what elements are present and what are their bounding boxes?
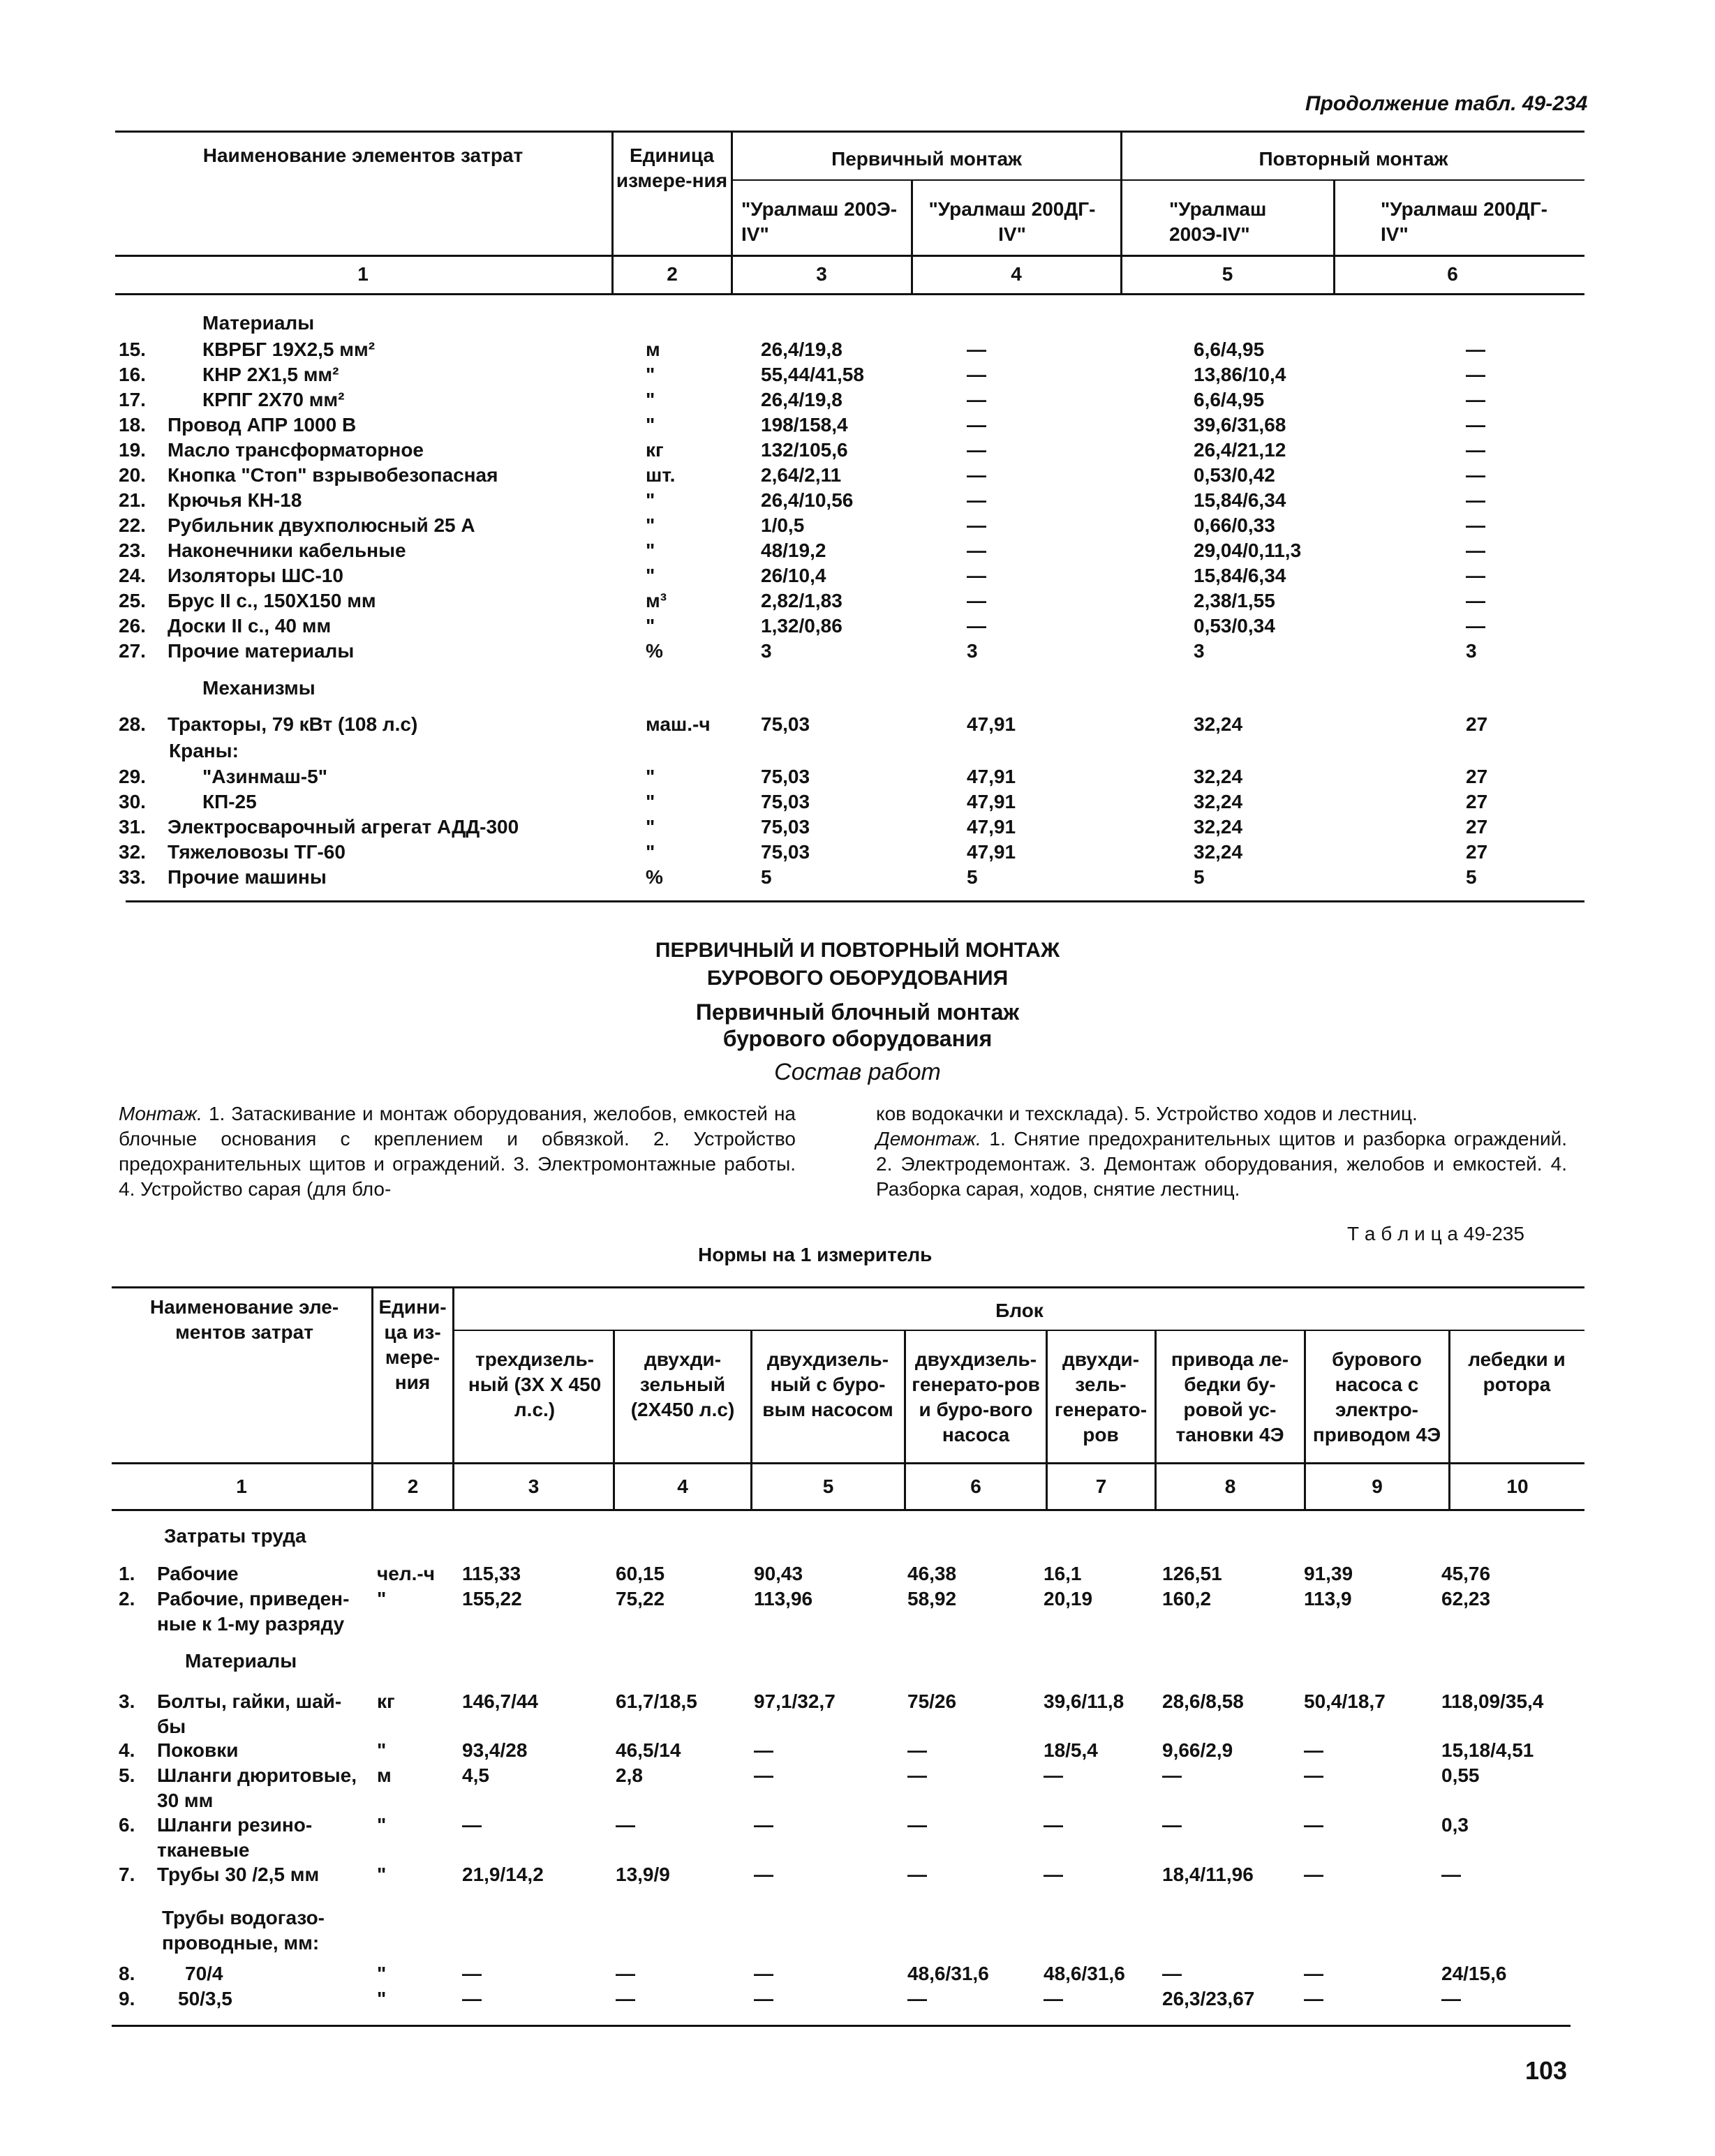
table-cell: — — [1304, 1814, 1323, 1836]
table-cell: 75,03 — [761, 816, 810, 838]
table-cell: — — [1441, 1988, 1461, 2009]
table-cell: 0,53/0,34 — [1194, 615, 1275, 637]
table-cell: 9 — [1372, 1475, 1383, 1497]
table-cell: " — [646, 565, 655, 586]
table-cell: 16,1 — [1044, 1563, 1082, 1584]
table-cell: Доски II с., 40 мм — [168, 615, 332, 637]
t1-head-m2: "Уралмаш 200ДГ-IV" — [928, 198, 1096, 245]
table-cell: 27 — [1466, 713, 1488, 735]
table-cell: — — [1044, 1988, 1063, 2009]
table-cell: 45,76 — [1441, 1563, 1491, 1584]
table-cell: " — [377, 1588, 387, 1609]
table-cell: — — [1466, 540, 1485, 561]
table-cell: 47,91 — [967, 791, 1016, 812]
table-cell: 26. — [119, 615, 146, 637]
table-cell: — — [967, 439, 986, 461]
table-cell: — — [967, 514, 986, 536]
table-cell: 55,44/41,58 — [761, 364, 864, 385]
table-cell: 13,9/9 — [616, 1864, 670, 1885]
table-cell: — — [754, 1988, 773, 2009]
table-cell: 33. — [119, 866, 146, 888]
table-cell: 3 — [1194, 640, 1205, 662]
table-cell: — — [967, 364, 986, 385]
t2-section-materials: Материалы — [185, 1650, 297, 1672]
table-cell: 47,91 — [967, 713, 1016, 735]
table-cell: — — [1466, 364, 1485, 385]
section-heading: БУРОВОГО ОБОРУДОВАНИЯ — [706, 967, 1009, 990]
table-cell: 13,86/10,4 — [1194, 364, 1286, 385]
table-cell: 118,09/35,4 — [1441, 1690, 1544, 1712]
t2-head-c6: двухдизель-генерато-ров и буро-вого насоса — [912, 1348, 1040, 1445]
table-cell: 22. — [119, 514, 146, 536]
table-cell: " — [646, 389, 655, 410]
table-cell: 4. — [119, 1739, 135, 1761]
section-heading: ПЕРВИЧНЫЙ И ПОВТОРНЫЙ МОНТАЖ — [655, 939, 1060, 962]
dismount-text: 1. Снятие предохранительных щитов и разборка ограждений. 2. Электродемонтаж. 3. Демонтаж оборудования, желобов и емкостей. 4. Разборка сарая, ходов, снятие лестниц. — [876, 1128, 1567, 1200]
table-cell: 7. — [119, 1864, 135, 1885]
table-cell: 93,4/28 — [462, 1739, 528, 1761]
t1-colnum: 2 — [667, 263, 678, 285]
table-cell: 46,38 — [907, 1563, 957, 1584]
table-cell: — — [754, 1963, 773, 1984]
table-cell: " — [377, 1739, 387, 1761]
table-cell: " — [646, 766, 655, 787]
table-cell: Крючья КН-18 — [168, 489, 302, 511]
table-cell: — — [1044, 1864, 1063, 1885]
table-cell: 50,4/18,7 — [1304, 1690, 1386, 1712]
dismount-lead: Демонтаж. — [876, 1128, 981, 1150]
table-cell: 25. — [119, 590, 146, 611]
t2-pipes-header: Трубы водогазо-проводные, мм: — [162, 1907, 325, 1954]
table-cell: " — [646, 414, 655, 436]
table-cell: " — [377, 1864, 387, 1885]
table-cell: Тракторы, 79 кВт (108 л.с) — [168, 713, 418, 735]
table-cell: 27 — [1466, 816, 1488, 838]
table-cell: — — [967, 590, 986, 611]
table-cell: 155,22 — [462, 1588, 522, 1609]
table-cell: — — [616, 1963, 635, 1984]
table-cell: 32,24 — [1194, 841, 1243, 863]
table-cell: — — [967, 464, 986, 486]
table-cell: 30. — [119, 791, 146, 812]
table-cell: % — [646, 640, 663, 662]
page-number: 103 — [1525, 2056, 1568, 2085]
t2-head-c4: двухди-зельный (2Х450 л.с) — [630, 1348, 735, 1420]
table-cell: 32,24 — [1194, 816, 1243, 838]
table-cell: " — [646, 540, 655, 561]
table-cell: 90,43 — [754, 1563, 803, 1584]
table-cell: — — [907, 1764, 927, 1786]
mount-text-cont: ков водокачки и техсклада). 5. Устройство ходов и лестниц. — [876, 1103, 1418, 1124]
table-cell: % — [646, 866, 663, 888]
table-cell: — — [907, 1814, 927, 1836]
table-cell: Прочие материалы — [168, 640, 355, 662]
table-cell: 15,18/4,51 — [1441, 1739, 1534, 1761]
table-cell: 113,9 — [1304, 1588, 1352, 1609]
table-cell: 5 — [1194, 866, 1205, 888]
table-cell: 39,6/31,68 — [1194, 414, 1286, 436]
table-cell: Брус II с., 150X150 мм — [168, 590, 376, 611]
table-cell: — — [1162, 1814, 1182, 1836]
table-cell: 15,84/6,34 — [1194, 489, 1286, 511]
table-cell: 160,2 — [1162, 1588, 1212, 1609]
table-cell: 132/105,6 — [761, 439, 848, 461]
table-cell: — — [967, 565, 986, 586]
table-cell: 29,04/0,11,3 — [1194, 540, 1302, 561]
table-cell: 5. — [119, 1764, 135, 1786]
table-cell: " — [646, 364, 655, 385]
table-cell: — — [967, 540, 986, 561]
table-cell: 24. — [119, 565, 146, 586]
table-cell: 28. — [119, 713, 146, 735]
table-cell: 3 — [761, 640, 772, 662]
table-cell: 6,6/4,95 — [1194, 339, 1265, 360]
table-cell: 3 — [528, 1475, 540, 1497]
table-cell: — — [754, 1814, 773, 1836]
table-cell: 2 — [407, 1475, 419, 1497]
table-cell: 26,4/19,8 — [761, 339, 842, 360]
table-cell: 26,4/19,8 — [761, 389, 842, 410]
t1-section-mechanisms: Механизмы — [202, 677, 315, 699]
table-cell: Наконечники кабельные — [168, 540, 406, 561]
t1-cranes-label: Краны: — [169, 740, 239, 761]
table-cell: КВРБГ 19X2,5 мм² — [202, 339, 376, 360]
table-cell: 24/15,6 — [1441, 1963, 1507, 1984]
table-cell: — — [1466, 615, 1485, 637]
table-cell: — — [1466, 339, 1485, 360]
table-cell: 4,5 — [462, 1764, 489, 1786]
table-cell: кг — [646, 439, 664, 461]
table-cell: — — [967, 489, 986, 511]
table-cell: — — [1466, 514, 1485, 536]
t1-colnum: 4 — [1011, 263, 1022, 285]
table-cell: 32,24 — [1194, 766, 1243, 787]
table-cell: Кнопка "Стоп" взрывобезопасная — [168, 464, 498, 486]
table-cell: 15. — [119, 339, 146, 360]
t1-head-m3: "Уралмаш 200Э-IV" — [1169, 198, 1267, 245]
table-cell: 1. — [119, 1563, 135, 1584]
composition-title: Состав работ — [774, 1059, 941, 1085]
table-cell: 46,5/14 — [616, 1739, 681, 1761]
table-cell: — — [754, 1864, 773, 1885]
table-cell: 47,91 — [967, 766, 1016, 787]
table-cell: 29. — [119, 766, 146, 787]
t1-head-m1: "Уралмаш 200Э-IV" — [741, 198, 898, 245]
table-cell: " — [646, 489, 655, 511]
table-cell: 2,64/2,11 — [761, 464, 842, 486]
t1-colnum: 5 — [1222, 263, 1233, 285]
table-cell: Болты, гайки, шай-бы — [157, 1690, 342, 1737]
table-cell: — — [1162, 1764, 1182, 1786]
table-cell: 5 — [967, 866, 978, 888]
continuation-label: Продолжение табл. 49-234 — [1305, 92, 1588, 115]
table-cell: Рубильник двухполюсный 25 А — [168, 514, 475, 536]
table-cell: 10 — [1506, 1475, 1529, 1497]
table-cell: Шланги дюритовые, 30 мм — [157, 1764, 357, 1811]
table-cell: 75,03 — [761, 713, 810, 735]
table-label: Т а б л и ц а 49-235 — [1347, 1223, 1524, 1244]
t1-colnum: 3 — [816, 263, 827, 285]
table-cell: 2,38/1,55 — [1194, 590, 1275, 611]
table-cell: 20. — [119, 464, 146, 486]
table-cell: 18. — [119, 414, 146, 436]
table-cell: Трубы 30 /2,5 мм — [157, 1864, 320, 1885]
table-cell: " — [646, 514, 655, 536]
table-cell: 26/10,4 — [761, 565, 826, 586]
table-cell: 27. — [119, 640, 146, 662]
table-cell: — — [967, 389, 986, 410]
table-cell: 9,66/2,9 — [1162, 1739, 1233, 1761]
norms-label: Нормы на 1 измеритель — [698, 1244, 933, 1265]
table-cell: 6 — [970, 1475, 981, 1497]
table-cell: "Азинмаш-5" — [202, 766, 327, 787]
table-cell: 9. — [119, 1988, 135, 2009]
table-cell: 75,03 — [761, 766, 810, 787]
table-cell: 7 — [1095, 1475, 1107, 1497]
table-cell: 18,4/11,96 — [1162, 1864, 1254, 1885]
t2-head-block: Блок — [995, 1300, 1044, 1321]
table-cell: Электросварочный агрегат АДД-300 — [168, 816, 519, 838]
table-cell: — — [1304, 1988, 1323, 2009]
table-cell: 2. — [119, 1588, 135, 1609]
table-cell: Поковки — [157, 1739, 239, 1761]
table-cell: — — [1466, 414, 1485, 436]
table-cell: 146,7/44 — [462, 1690, 538, 1712]
table-cell: 50/3,5 — [178, 1988, 232, 2009]
table-cell: " — [646, 791, 655, 812]
table-cell: — — [967, 615, 986, 637]
table-cell: 3 — [967, 640, 978, 662]
table-cell: 23. — [119, 540, 146, 561]
table-cell: 0,55 — [1441, 1764, 1480, 1786]
table-cell: Прочие машины — [168, 866, 327, 888]
table-cell: 58,92 — [907, 1588, 957, 1609]
subheading: бурового оборудования — [722, 1026, 993, 1051]
table-cell: — — [1044, 1814, 1063, 1836]
table-cell: 70/4 — [185, 1963, 223, 1984]
table-cell: 75,22 — [616, 1588, 665, 1609]
t2-head-c8: привода ле-бедки бу-ровой ус-тановки 4Э — [1171, 1348, 1289, 1445]
table-cell: — — [1441, 1864, 1461, 1885]
table-cell: 27 — [1466, 766, 1488, 787]
table-cell: — — [1162, 1963, 1182, 1984]
t2-section-labor: Затраты труда — [164, 1525, 306, 1547]
t1-head-unit: Единица измере-ния — [616, 144, 728, 191]
table-cell: 115,33 — [462, 1563, 521, 1584]
table-cell: КП-25 — [202, 791, 257, 812]
table-cell: 113,96 — [754, 1588, 813, 1609]
table-cell: м — [377, 1764, 392, 1786]
table-cell: Рабочие — [157, 1563, 239, 1584]
subheading: Первичный блочный монтаж — [695, 999, 1020, 1025]
table-cell: 20,19 — [1044, 1588, 1093, 1609]
table-cell: " — [377, 1988, 387, 2009]
t2-head-name: Наименование эле-ментов затрат — [149, 1296, 339, 1343]
table-cell: — — [1304, 1864, 1323, 1885]
table-cell: 8 — [1224, 1475, 1236, 1497]
t1-head-name: Наименование элементов затрат — [202, 144, 524, 166]
table-cell: " — [646, 816, 655, 838]
table-cell: 0,53/0,42 — [1194, 464, 1275, 486]
table-cell: 18/5,4 — [1044, 1739, 1098, 1761]
t1-section-materials: Материалы — [202, 312, 315, 334]
table-cell: м — [646, 339, 660, 360]
table-cell: 0,66/0,33 — [1194, 514, 1275, 536]
table-cell: 75,03 — [761, 791, 810, 812]
table-cell: 6. — [119, 1814, 135, 1836]
table-cell: — — [907, 1988, 927, 2009]
table-cell: 26,4/10,56 — [761, 489, 854, 511]
table-cell: 48,6/31,6 — [907, 1963, 989, 1984]
table-cell: 47,91 — [967, 816, 1016, 838]
table-cell: — — [1304, 1739, 1323, 1761]
t1-colnum: 6 — [1447, 263, 1458, 285]
table-cell: — — [1466, 590, 1485, 611]
table-cell: " — [377, 1814, 387, 1836]
table-cell: 97,1/32,7 — [754, 1690, 836, 1712]
table-cell: 2,82/1,83 — [761, 590, 842, 611]
t2-head-c7: двухди-зель-генерато-ров — [1054, 1348, 1148, 1445]
t2-head-c3: трехдизель-ный (3Х Х 450 л.с.) — [468, 1348, 602, 1420]
table-cell: 1/0,5 — [761, 514, 805, 536]
table-cell: 26,3/23,67 — [1162, 1988, 1255, 2009]
table-cell: 3 — [1466, 640, 1477, 662]
table-cell: 0,3 — [1441, 1814, 1469, 1836]
table-cell: 1,32/0,86 — [761, 615, 842, 637]
table-cell: 5 — [822, 1475, 834, 1497]
table-cell: — — [462, 1988, 482, 2009]
table-cell: — — [616, 1988, 635, 2009]
table-cell: 26,4/21,12 — [1194, 439, 1286, 461]
mount-lead: Монтаж. — [119, 1103, 202, 1124]
table-cell: маш.-ч — [646, 713, 711, 735]
table-cell: 3. — [119, 1690, 135, 1712]
t1-head-m4: "Уралмаш 200ДГ-IV" — [1381, 198, 1547, 245]
table-cell: 39,6/11,8 — [1044, 1690, 1124, 1712]
table-cell: 4 — [677, 1475, 688, 1497]
table-cell: КРПГ 2X70 мм² — [202, 389, 345, 410]
table-cell: кг — [377, 1690, 395, 1712]
table-cell: — — [967, 339, 986, 360]
table-cell: КНР 2X1,5 мм² — [202, 364, 339, 385]
table-cell: 1 — [236, 1475, 247, 1497]
table-cell: 61,7/18,5 — [616, 1690, 697, 1712]
table-cell: Масло трансформаторное — [168, 439, 424, 461]
table-cell: — — [462, 1963, 482, 1984]
table-cell: 62,23 — [1441, 1588, 1491, 1609]
table-cell: — — [754, 1739, 773, 1761]
table-cell: — — [1304, 1764, 1323, 1786]
table-cell: 31. — [119, 816, 146, 838]
table-cell: 27 — [1466, 791, 1488, 812]
table-cell: Изоляторы ШС-10 — [168, 565, 343, 586]
t2-head-unit: Едини-ца из-мере-ния — [378, 1296, 447, 1393]
t1-head-primary: Первичный монтаж — [831, 148, 1022, 170]
table-cell: 75/26 — [907, 1690, 957, 1712]
table-cell: — — [1466, 439, 1485, 461]
table-cell: Рабочие, приведен-ные к 1-му разряду — [157, 1588, 350, 1635]
table-cell: — — [462, 1814, 482, 1836]
table-cell: 91,39 — [1304, 1563, 1353, 1584]
table-cell: 8. — [119, 1963, 135, 1984]
table-cell: 6,6/4,95 — [1194, 389, 1265, 410]
table-cell: 19. — [119, 439, 146, 461]
table-cell: 48,6/31,6 — [1044, 1963, 1125, 1984]
table-cell: 17. — [119, 389, 146, 410]
table-cell: 5 — [761, 866, 772, 888]
table-cell: 16. — [119, 364, 146, 385]
t2-head-c9: бурового насоса с электро-приводом 4Э — [1312, 1348, 1441, 1445]
mount-text: 1. Затаскивание и монтаж оборудования, желобов, емкостей на блочные основания с креплением и обвязкой. 2. Устройство предохранительных щитов и ограждений. 3. Электромонтажные работы. 4. Устройство сарая (для бло- — [119, 1103, 796, 1200]
table-cell: 198/158,4 — [761, 414, 848, 436]
table-cell: 48/19,2 — [761, 540, 826, 561]
table-cell: 126,51 — [1162, 1563, 1222, 1584]
table-cell: 21,9/14,2 — [462, 1864, 544, 1885]
table-cell: 27 — [1466, 841, 1488, 863]
table-cell: м³ — [646, 590, 667, 611]
work-text-right — [876, 1101, 1567, 1202]
table-cell: — — [754, 1764, 773, 1786]
table-cell: — — [1044, 1764, 1063, 1786]
table-cell: 60,15 — [616, 1563, 665, 1584]
table-cell: 21. — [119, 489, 146, 511]
table-cell: 5 — [1466, 866, 1477, 888]
t1-head-repeat: Повторный монтаж — [1259, 148, 1448, 170]
table-cell: Тяжеловозы ТГ-60 — [168, 841, 346, 863]
table-cell: 32,24 — [1194, 713, 1243, 735]
table-cell: 32. — [119, 841, 146, 863]
table-cell: 32,24 — [1194, 791, 1243, 812]
table-cell: — — [907, 1864, 927, 1885]
table-cell: — — [1466, 489, 1485, 511]
table-cell: 47,91 — [967, 841, 1016, 863]
t2-head-c10: лебедки и ротора — [1468, 1348, 1566, 1395]
table-cell: " — [646, 615, 655, 637]
table-cell: — — [1466, 464, 1485, 486]
table-cell: Шланги резино-тканевые — [157, 1814, 313, 1861]
t2-head-c5: двухдизель-ный с буро-вым насосом — [762, 1348, 893, 1420]
table-cell: 75,03 — [761, 841, 810, 863]
table-cell: 15,84/6,34 — [1194, 565, 1286, 586]
table-cell: — — [1466, 565, 1485, 586]
table-cell: " — [377, 1963, 387, 1984]
table-cell: — — [907, 1739, 927, 1761]
table-cell: — — [1304, 1963, 1323, 1984]
table-cell: — — [1466, 389, 1485, 410]
table-cell: чел.-ч — [377, 1563, 435, 1584]
t1-colnum: 1 — [357, 263, 369, 285]
work-text-left — [119, 1101, 796, 1202]
table-cell: шт. — [646, 464, 676, 486]
table-cell: — — [616, 1814, 635, 1836]
table-cell: 2,8 — [616, 1764, 643, 1786]
table-cell: " — [646, 841, 655, 863]
table-cell: 28,6/8,58 — [1162, 1690, 1244, 1712]
table-cell: — — [967, 414, 986, 436]
table-cell: Провод АПР 1000 В — [168, 414, 357, 436]
